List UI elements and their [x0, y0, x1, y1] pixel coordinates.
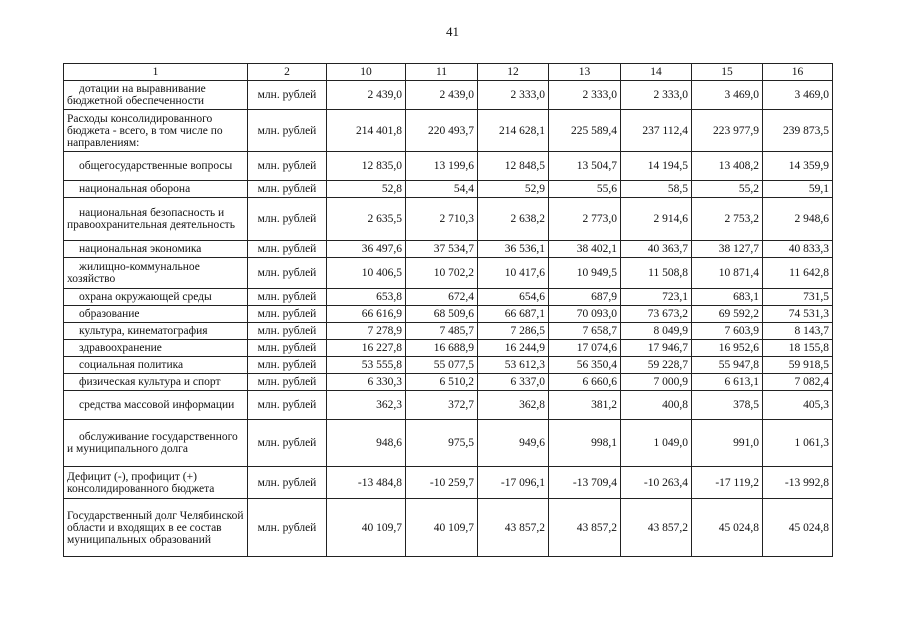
cell-value: 11 642,8 — [763, 258, 833, 289]
column-header: 15 — [692, 64, 763, 81]
cell-value: 53 555,8 — [327, 357, 406, 374]
cell-value: 991,0 — [692, 420, 763, 467]
row-label: Расходы консолидированного бюджета - всего, в том числе по направлениям: — [64, 110, 248, 152]
cell-value: 683,1 — [692, 289, 763, 306]
cell-value: 3 469,0 — [763, 81, 833, 110]
row-label: национальная экономика — [64, 241, 248, 258]
cell-value: 13 408,2 — [692, 152, 763, 181]
cell-value: 378,5 — [692, 391, 763, 420]
column-header: 10 — [327, 64, 406, 81]
row-unit: млн. рублей — [248, 81, 327, 110]
cell-value: 7 603,9 — [692, 323, 763, 340]
cell-value: 1 049,0 — [621, 420, 692, 467]
table-row — [64, 241, 833, 258]
cell-value: -10 263,4 — [621, 467, 692, 499]
cell-value: 54,4 — [406, 181, 478, 198]
cell-value: 16 688,9 — [406, 340, 478, 357]
row-label: Государственный долг Челябинской области и входящих в ее состав муниципальных образований — [64, 499, 248, 557]
cell-value: 2 333,0 — [549, 81, 621, 110]
row-label: средства массовой информации — [64, 391, 248, 420]
cell-value: 68 509,6 — [406, 306, 478, 323]
cell-value: 239 873,5 — [763, 110, 833, 152]
cell-value: 948,6 — [327, 420, 406, 467]
cell-value: 66 687,1 — [478, 306, 549, 323]
row-label: Дефицит (-), профицит (+) консолидированного бюджета — [64, 467, 248, 499]
cell-value: 223 977,9 — [692, 110, 763, 152]
table-row — [64, 340, 833, 357]
cell-value: 8 049,9 — [621, 323, 692, 340]
cell-value: 2 439,0 — [327, 81, 406, 110]
table-row — [64, 499, 833, 557]
cell-value: 40 363,7 — [621, 241, 692, 258]
cell-value: 36 497,6 — [327, 241, 406, 258]
cell-value: 7 658,7 — [549, 323, 621, 340]
cell-value: 58,5 — [621, 181, 692, 198]
cell-value: 17 074,6 — [549, 340, 621, 357]
cell-value: 2 914,6 — [621, 198, 692, 241]
table-row — [64, 198, 833, 241]
cell-value: 55 077,5 — [406, 357, 478, 374]
table-row — [64, 306, 833, 323]
cell-value: 40 109,7 — [327, 499, 406, 557]
cell-value: 16 952,6 — [692, 340, 763, 357]
cell-value: 2 439,0 — [406, 81, 478, 110]
cell-value: 16 227,8 — [327, 340, 406, 357]
row-label: жилищно-коммунальное хозяйство — [64, 258, 248, 289]
cell-value: 13 199,6 — [406, 152, 478, 181]
cell-value: 59,1 — [763, 181, 833, 198]
cell-value: 7 485,7 — [406, 323, 478, 340]
row-label: здравоохранение — [64, 340, 248, 357]
cell-value: 975,5 — [406, 420, 478, 467]
cell-value: 55 947,8 — [692, 357, 763, 374]
cell-value: 6 330,3 — [327, 374, 406, 391]
cell-value: -13 992,8 — [763, 467, 833, 499]
row-label: физическая культура и спорт — [64, 374, 248, 391]
row-unit: млн. рублей — [248, 289, 327, 306]
cell-value: 654,6 — [478, 289, 549, 306]
cell-value: 7 286,5 — [478, 323, 549, 340]
cell-value: 214 628,1 — [478, 110, 549, 152]
table-row — [64, 323, 833, 340]
row-unit: млн. рублей — [248, 374, 327, 391]
cell-value: 6 613,1 — [692, 374, 763, 391]
cell-value: 405,3 — [763, 391, 833, 420]
cell-value: 7 000,9 — [621, 374, 692, 391]
row-unit: млн. рублей — [248, 198, 327, 241]
cell-value: 225 589,4 — [549, 110, 621, 152]
cell-value: 2 710,3 — [406, 198, 478, 241]
cell-value: 38 127,7 — [692, 241, 763, 258]
cell-value: 6 510,2 — [406, 374, 478, 391]
cell-value: 672,4 — [406, 289, 478, 306]
cell-value: 66 616,9 — [327, 306, 406, 323]
table-row — [64, 467, 833, 499]
column-header: 16 — [763, 64, 833, 81]
cell-value: 2 948,6 — [763, 198, 833, 241]
row-unit: млн. рублей — [248, 467, 327, 499]
cell-value: 723,1 — [621, 289, 692, 306]
cell-value: 214 401,8 — [327, 110, 406, 152]
cell-value: 220 493,7 — [406, 110, 478, 152]
column-header: 14 — [621, 64, 692, 81]
budget-table — [63, 63, 833, 557]
cell-value: 73 673,2 — [621, 306, 692, 323]
cell-value: 11 508,8 — [621, 258, 692, 289]
row-label: социальная политика — [64, 357, 248, 374]
row-unit: млн. рублей — [248, 420, 327, 467]
row-label: национальная оборона — [64, 181, 248, 198]
row-label: дотации на выравнивание бюджетной обеспеченности — [64, 81, 248, 110]
cell-value: 400,8 — [621, 391, 692, 420]
cell-value: 14 359,9 — [763, 152, 833, 181]
row-unit: млн. рублей — [248, 306, 327, 323]
cell-value: -17 119,2 — [692, 467, 763, 499]
cell-value: 17 946,7 — [621, 340, 692, 357]
cell-value: 2 773,0 — [549, 198, 621, 241]
cell-value: 52,8 — [327, 181, 406, 198]
cell-value: 653,8 — [327, 289, 406, 306]
row-label: общегосударственные вопросы — [64, 152, 248, 181]
row-unit: млн. рублей — [248, 391, 327, 420]
cell-value: 7 082,4 — [763, 374, 833, 391]
row-unit: млн. рублей — [248, 323, 327, 340]
cell-value: 56 350,4 — [549, 357, 621, 374]
column-header: 1 — [64, 64, 248, 81]
cell-value: 731,5 — [763, 289, 833, 306]
cell-value: 3 469,0 — [692, 81, 763, 110]
table-row — [64, 289, 833, 306]
cell-value: 8 143,7 — [763, 323, 833, 340]
row-unit: млн. рублей — [248, 110, 327, 152]
table-row — [64, 258, 833, 289]
column-header: 12 — [478, 64, 549, 81]
cell-value: 237 112,4 — [621, 110, 692, 152]
cell-value: 381,2 — [549, 391, 621, 420]
cell-value: 43 857,2 — [621, 499, 692, 557]
cell-value: 1 061,3 — [763, 420, 833, 467]
cell-value: 2 333,0 — [478, 81, 549, 110]
cell-value: 12 848,5 — [478, 152, 549, 181]
cell-value: 2 333,0 — [621, 81, 692, 110]
cell-value: 59 228,7 — [621, 357, 692, 374]
cell-value: 13 504,7 — [549, 152, 621, 181]
cell-value: 7 278,9 — [327, 323, 406, 340]
cell-value: 362,3 — [327, 391, 406, 420]
cell-value: 10 406,5 — [327, 258, 406, 289]
page-number: 41 — [446, 24, 459, 39]
cell-value: 2 638,2 — [478, 198, 549, 241]
cell-value: 53 612,3 — [478, 357, 549, 374]
row-label: обслуживание государственного и муниципального долга — [64, 420, 248, 467]
cell-value: 36 536,1 — [478, 241, 549, 258]
table-header-row — [64, 64, 833, 81]
column-header: 2 — [248, 64, 327, 81]
cell-value: 10 417,6 — [478, 258, 549, 289]
row-unit: млн. рублей — [248, 499, 327, 557]
row-unit: млн. рублей — [248, 357, 327, 374]
cell-value: 45 024,8 — [692, 499, 763, 557]
row-unit: млн. рублей — [248, 340, 327, 357]
cell-value: 55,2 — [692, 181, 763, 198]
cell-value: 949,6 — [478, 420, 549, 467]
cell-value: 37 534,7 — [406, 241, 478, 258]
table-row — [64, 81, 833, 110]
table-row — [64, 357, 833, 374]
cell-value: 998,1 — [549, 420, 621, 467]
cell-value: 69 592,2 — [692, 306, 763, 323]
row-unit: млн. рублей — [248, 152, 327, 181]
table-row — [64, 391, 833, 420]
cell-value: 10 702,2 — [406, 258, 478, 289]
cell-value: 70 093,0 — [549, 306, 621, 323]
cell-value: 2 635,5 — [327, 198, 406, 241]
cell-value: 52,9 — [478, 181, 549, 198]
cell-value: 55,6 — [549, 181, 621, 198]
table-row — [64, 110, 833, 152]
cell-value: 6 660,6 — [549, 374, 621, 391]
table-row — [64, 181, 833, 198]
cell-value: 12 835,0 — [327, 152, 406, 181]
cell-value: 40 109,7 — [406, 499, 478, 557]
cell-value: -13 709,4 — [549, 467, 621, 499]
table-row — [64, 152, 833, 181]
cell-value: 43 857,2 — [549, 499, 621, 557]
cell-value: 18 155,8 — [763, 340, 833, 357]
cell-value: 10 949,5 — [549, 258, 621, 289]
row-unit: млн. рублей — [248, 241, 327, 258]
cell-value: 16 244,9 — [478, 340, 549, 357]
cell-value: 2 753,2 — [692, 198, 763, 241]
cell-value: 372,7 — [406, 391, 478, 420]
row-unit: млн. рублей — [248, 258, 327, 289]
row-unit: млн. рублей — [248, 181, 327, 198]
cell-value: 40 833,3 — [763, 241, 833, 258]
cell-value: -17 096,1 — [478, 467, 549, 499]
column-header: 11 — [406, 64, 478, 81]
cell-value: 74 531,3 — [763, 306, 833, 323]
row-label: национальная безопасность и правоохранительная деятельность — [64, 198, 248, 241]
row-label: образование — [64, 306, 248, 323]
row-label: культура, кинематография — [64, 323, 248, 340]
cell-value: 6 337,0 — [478, 374, 549, 391]
cell-value: -10 259,7 — [406, 467, 478, 499]
cell-value: 59 918,5 — [763, 357, 833, 374]
cell-value: -13 484,8 — [327, 467, 406, 499]
table-row — [64, 374, 833, 391]
column-header: 13 — [549, 64, 621, 81]
table-row — [64, 420, 833, 467]
cell-value: 38 402,1 — [549, 241, 621, 258]
row-label: охрана окружающей среды — [64, 289, 248, 306]
cell-value: 43 857,2 — [478, 499, 549, 557]
cell-value: 362,8 — [478, 391, 549, 420]
cell-value: 10 871,4 — [692, 258, 763, 289]
cell-value: 14 194,5 — [621, 152, 692, 181]
cell-value: 45 024,8 — [763, 499, 833, 557]
cell-value: 687,9 — [549, 289, 621, 306]
